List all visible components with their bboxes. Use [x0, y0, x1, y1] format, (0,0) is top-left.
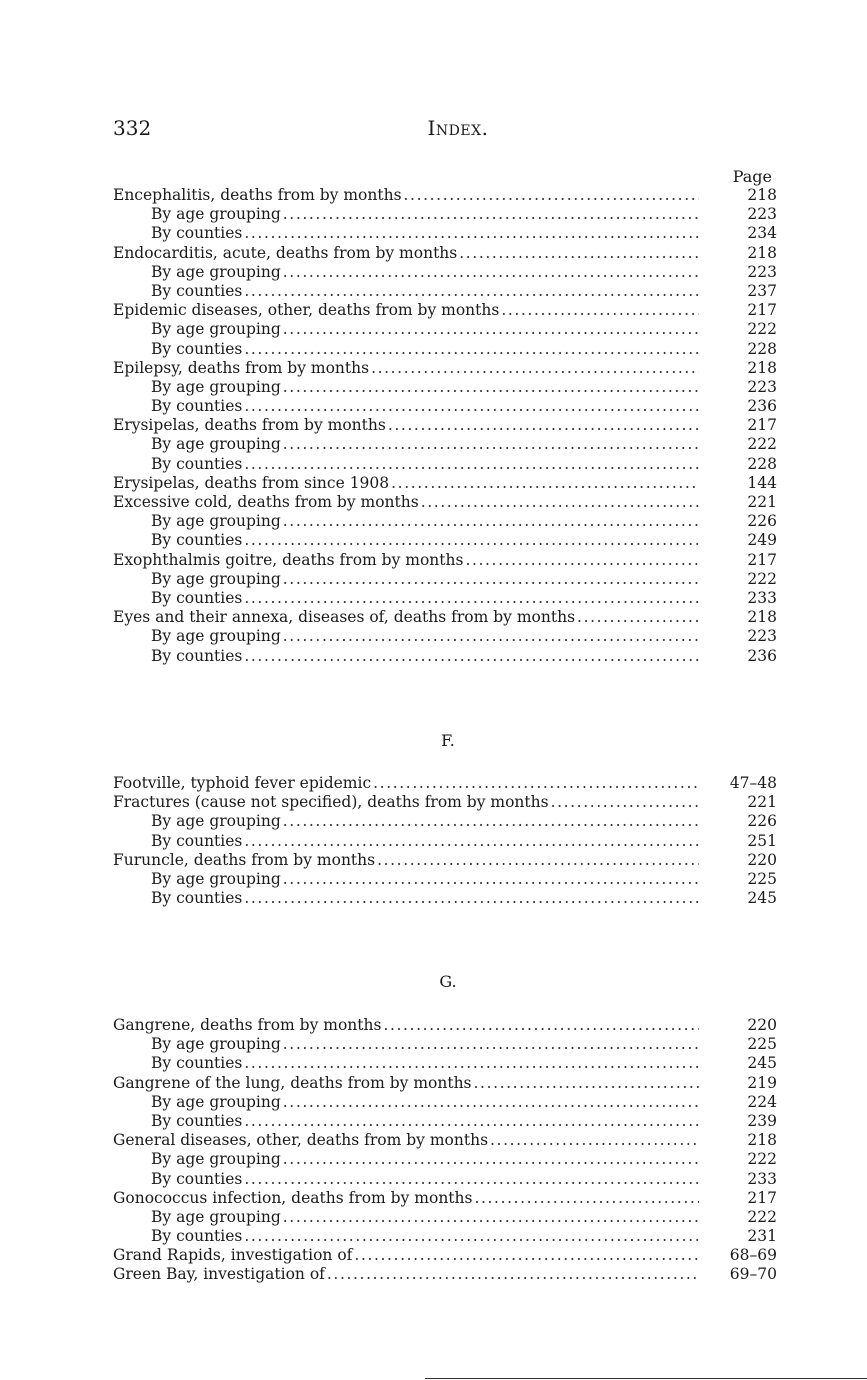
index-entry — [113, 1016, 777, 1035]
entry-text: Endocarditis, acute, deaths from by months — [113, 243, 458, 262]
index-entry — [113, 851, 777, 870]
entry-text: By age grouping — [151, 320, 281, 339]
page-edge-rule — [425, 1378, 867, 1379]
index-entry — [113, 301, 777, 320]
index-subentry — [113, 455, 777, 474]
index-entry — [113, 1189, 777, 1208]
page-reference: 219 — [747, 1073, 777, 1092]
index-entry — [113, 774, 777, 793]
page-reference: 231 — [747, 1227, 777, 1246]
spacer — [113, 994, 777, 1016]
index-subentry — [113, 570, 777, 589]
index-subentry — [113, 205, 777, 224]
dot-leader — [283, 570, 699, 589]
page-reference: 234 — [747, 224, 777, 243]
dot-leader — [283, 205, 699, 224]
entry-text: Erysipelas, deaths from since 1908 — [113, 473, 390, 492]
entry-text: By age grouping — [151, 512, 281, 531]
dot-leader — [371, 359, 699, 378]
index-subentry — [113, 263, 777, 282]
entry-text: By age grouping — [151, 205, 281, 224]
entry-text: Fractures (cause not specified), deaths from by months — [113, 793, 549, 812]
page-reference: 69–70 — [729, 1265, 777, 1284]
index-entry — [113, 793, 777, 812]
page-reference: 220 — [747, 1016, 777, 1034]
page-reference: 226 — [747, 512, 777, 531]
page-reference: 218 — [747, 243, 777, 262]
dot-leader — [244, 340, 699, 359]
index-subentry — [113, 340, 777, 359]
page-reference: 222 — [747, 1207, 777, 1226]
dot-leader — [283, 320, 699, 339]
dot-leader — [388, 416, 699, 435]
entry-text: By age grouping — [151, 435, 281, 454]
index-section-e — [113, 168, 777, 666]
page-reference: 223 — [747, 205, 777, 224]
dot-leader — [244, 589, 699, 608]
page-reference: 233 — [747, 1169, 777, 1188]
dot-leader — [244, 531, 699, 550]
dot-leader — [283, 1035, 699, 1054]
entry-text: Epidemic diseases, other, deaths from by months — [113, 301, 500, 320]
entry-text: By age grouping — [151, 627, 281, 646]
page-reference: 223 — [747, 377, 777, 396]
dot-leader — [373, 774, 699, 793]
index-entry — [113, 416, 777, 435]
index-subentry — [113, 397, 777, 416]
dot-leader — [283, 1150, 699, 1169]
index-subentry — [113, 1150, 777, 1169]
page-reference: 217 — [747, 1188, 777, 1207]
dot-leader — [244, 282, 699, 301]
index-subentry — [113, 320, 777, 339]
entry-text: Grand Rapids, investigation of — [113, 1246, 353, 1265]
index-subentry — [113, 378, 777, 397]
index-subentry — [113, 1112, 777, 1131]
dot-leader — [421, 493, 699, 512]
dot-leader — [474, 1189, 699, 1208]
page-reference: 217 — [747, 550, 777, 569]
index-entry — [113, 244, 777, 263]
section-letter: F. — [441, 731, 455, 750]
page-reference: 226 — [747, 812, 777, 831]
page-reference: 218 — [747, 608, 777, 627]
entry-text: Erysipelas, deaths from by months — [113, 416, 386, 435]
index-subentry — [113, 435, 777, 454]
entry-text: By counties — [151, 646, 243, 665]
page-reference: 217 — [747, 416, 777, 435]
index-subentry — [113, 1227, 777, 1246]
entry-text: By counties — [151, 831, 243, 850]
dot-leader — [551, 793, 699, 812]
page-reference: 225 — [747, 1035, 777, 1054]
page-reference: 245 — [747, 889, 777, 908]
index-entry — [113, 1265, 777, 1284]
page-reference: 245 — [747, 1054, 777, 1073]
page-reference: 228 — [747, 454, 777, 473]
index-subentry — [113, 282, 777, 301]
entry-text: By counties — [151, 1054, 243, 1073]
entry-list — [113, 186, 777, 666]
page-reference: 237 — [747, 281, 777, 300]
dot-leader — [404, 186, 699, 205]
page-reference: 217 — [747, 301, 777, 320]
entry-text: By counties — [151, 1227, 243, 1246]
entry-text: By age grouping — [151, 869, 281, 888]
entry-text: Eyes and their annexa, diseases of, deaths from by months — [113, 608, 576, 627]
entry-text: By age grouping — [151, 569, 281, 588]
page-reference: 223 — [747, 262, 777, 281]
dot-leader — [244, 832, 699, 851]
entry-text: By counties — [151, 397, 243, 416]
index-subentry — [113, 647, 777, 666]
page-reference: 47–48 — [729, 774, 777, 792]
entry-text: By counties — [151, 339, 243, 358]
dot-leader — [283, 812, 699, 831]
dot-leader — [244, 1112, 699, 1131]
dot-leader — [244, 889, 699, 908]
index-subentry — [113, 1054, 777, 1073]
spacer — [113, 753, 777, 774]
entry-text: Gonococcus infection, deaths from by months — [113, 1188, 473, 1207]
dot-leader — [459, 244, 699, 263]
dot-leader — [283, 1208, 699, 1227]
index-entry — [113, 551, 777, 570]
entry-text: By age grouping — [151, 1150, 281, 1169]
dot-leader — [501, 301, 699, 320]
page-reference: 233 — [747, 588, 777, 607]
dot-leader — [244, 1054, 699, 1073]
dot-leader — [244, 397, 699, 416]
index-entry — [113, 493, 777, 512]
dot-leader — [327, 1265, 699, 1284]
entry-list — [113, 1016, 777, 1285]
entry-text: General diseases, other, deaths from by months — [113, 1131, 489, 1150]
page-reference: 249 — [747, 531, 777, 550]
dot-leader — [244, 1227, 699, 1246]
page-reference: 68–69 — [729, 1246, 777, 1265]
index-subentry — [113, 1170, 777, 1189]
dot-leader — [283, 1093, 699, 1112]
entry-text: Excessive cold, deaths from by months — [113, 493, 419, 511]
entry-text: Green Bay, investigation of — [113, 1265, 325, 1284]
dot-leader — [465, 551, 699, 570]
dot-leader — [490, 1131, 699, 1150]
page-reference: 239 — [747, 1111, 777, 1130]
page-reference: 236 — [747, 397, 777, 416]
index-section-f — [113, 729, 777, 908]
dot-leader — [283, 512, 699, 531]
index-subentry — [113, 512, 777, 531]
dot-leader — [383, 1016, 699, 1035]
page-header — [113, 112, 773, 146]
index-entry — [113, 474, 777, 493]
index-subentry — [113, 224, 777, 243]
page-reference: 221 — [747, 493, 777, 511]
page-reference: 222 — [747, 435, 777, 454]
index-subentry — [113, 531, 777, 550]
index-section-g — [113, 970, 777, 1285]
page-reference: 218 — [747, 358, 777, 377]
page-reference: 222 — [747, 1150, 777, 1169]
entry-text: By counties — [151, 454, 243, 473]
section-letter: G. — [439, 972, 457, 991]
dot-leader — [283, 435, 699, 454]
dot-leader — [283, 378, 699, 397]
entry-text: By age grouping — [151, 1207, 281, 1226]
dot-leader — [283, 263, 699, 282]
entry-list — [113, 774, 777, 908]
index-entry — [113, 186, 777, 205]
page-reference: 225 — [747, 869, 777, 888]
index-subentry — [113, 889, 777, 908]
entry-text: Furuncle, deaths from by months — [113, 850, 376, 869]
page-reference: 236 — [747, 646, 777, 665]
index-subentry — [113, 1208, 777, 1227]
page-reference: 223 — [747, 627, 777, 646]
index-entry — [113, 608, 777, 627]
index-entry — [113, 1131, 777, 1150]
index-subentry — [113, 812, 777, 831]
page-reference: 220 — [747, 850, 777, 869]
entry-text: By counties — [151, 1111, 243, 1130]
page-reference: 218 — [747, 1131, 777, 1150]
page-reference: 228 — [747, 339, 777, 358]
dot-leader — [377, 851, 699, 870]
page-column-heading: Page — [732, 167, 772, 186]
entry-text: Epilepsy, deaths from by months — [113, 358, 370, 377]
page-reference: 221 — [747, 793, 777, 812]
dot-leader — [283, 627, 699, 646]
entry-text: By age grouping — [151, 1092, 281, 1111]
entry-text: Encephalitis, deaths from by months — [113, 186, 402, 204]
entry-text: By counties — [151, 1169, 243, 1188]
entry-text: Footville, typhoid fever epidemic — [113, 774, 372, 792]
index-subentry — [113, 589, 777, 608]
dot-leader — [577, 608, 699, 627]
index-subentry — [113, 832, 777, 851]
entry-text: By age grouping — [151, 377, 281, 396]
dot-leader — [474, 1074, 699, 1093]
page-reference: 222 — [747, 320, 777, 339]
page-title: Index. — [427, 116, 489, 140]
dot-leader — [391, 474, 699, 493]
entry-text: Gangrene of the lung, deaths from by months — [113, 1073, 472, 1092]
page-reference: 144 — [747, 473, 777, 492]
entry-text: Exophthalmis goitre, deaths from by months — [113, 550, 464, 569]
entry-text: By age grouping — [151, 812, 281, 831]
index-subentry — [113, 870, 777, 889]
index-entry — [113, 1074, 777, 1093]
entry-text: By counties — [151, 531, 243, 550]
dot-leader — [244, 647, 699, 666]
index-subentry — [113, 627, 777, 646]
index-entry — [113, 359, 777, 378]
dot-leader — [244, 224, 699, 243]
dot-leader — [283, 870, 699, 889]
page-reference: 218 — [747, 186, 777, 204]
page-reference: 222 — [747, 569, 777, 588]
entry-text: By counties — [151, 224, 243, 243]
dot-leader — [244, 1170, 699, 1189]
page-reference: 251 — [747, 831, 777, 850]
entry-text: By age grouping — [151, 1035, 281, 1054]
index-subentry — [113, 1093, 777, 1112]
dot-leader — [244, 455, 699, 474]
entry-text: By age grouping — [151, 262, 281, 281]
page-number: 332 — [113, 116, 152, 140]
entry-text: By counties — [151, 588, 243, 607]
page-reference: 224 — [747, 1092, 777, 1111]
entry-text: By counties — [151, 281, 243, 300]
dot-leader — [354, 1246, 699, 1265]
index-entry — [113, 1246, 777, 1265]
entry-text: By counties — [151, 889, 243, 908]
index-subentry — [113, 1035, 777, 1054]
entry-text: Gangrene, deaths from by months — [113, 1016, 382, 1034]
